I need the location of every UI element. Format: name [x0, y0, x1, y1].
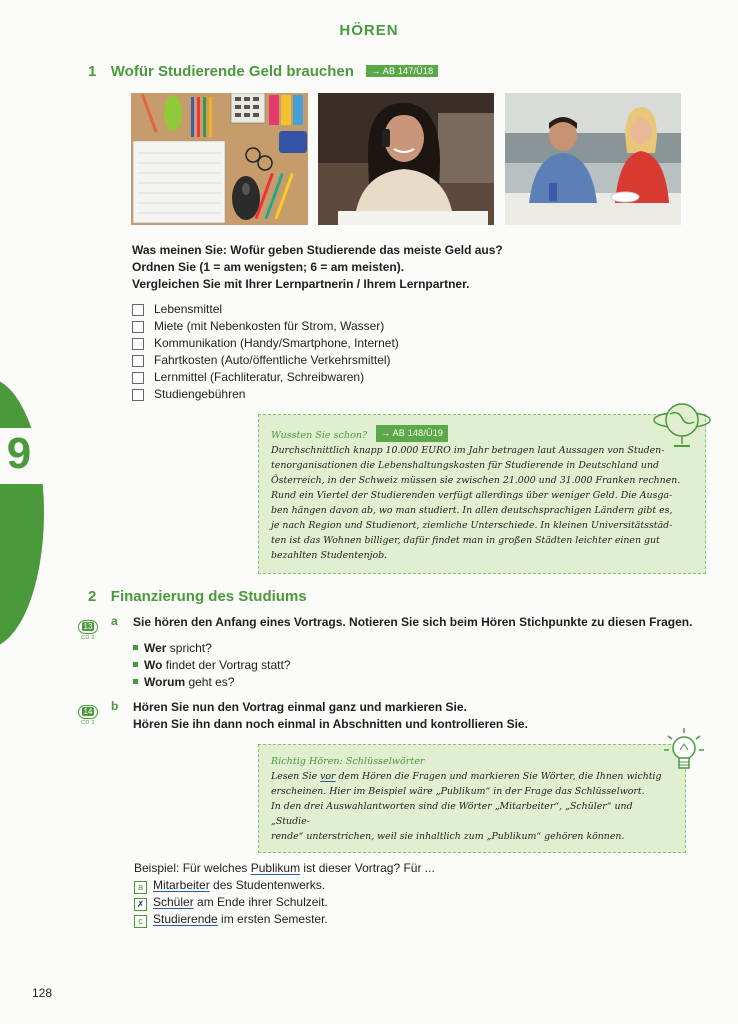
- section1-number: 1: [88, 63, 97, 80]
- bullet-text: findet der Vortrag statt?: [162, 658, 291, 672]
- task-b-instruction: [133, 699, 693, 733]
- option-text: des Studentenwerks.: [209, 878, 326, 892]
- list-item: [132, 335, 399, 352]
- info-box-ref-badge[interactable]: → AB 148/Ü19: [376, 425, 448, 442]
- bullet-keyword: Wo: [144, 658, 163, 672]
- question-line: Ordnen Sie (1 = am wenigsten; 6 = am meisten).: [132, 260, 405, 274]
- question-line: Was meinen Sie: Wofür geben Studierende das meiste Geld aus?: [132, 243, 503, 257]
- section1-heading: [88, 63, 438, 81]
- bullet-keyword: Wer: [144, 641, 167, 655]
- task-line: Hören Sie ihn dann noch einmal in Abschnitten und kontrollieren Sie.: [133, 717, 528, 731]
- info-box-did-you-know: [258, 414, 706, 574]
- expense-checklist: [132, 301, 399, 403]
- info-underlined-word: vor: [320, 771, 336, 782]
- cd-track-number: 13: [83, 622, 93, 631]
- list-item-label: Studiengebühren: [154, 387, 246, 401]
- task-a-instruction: Sie hören den Anfang eines Vortrags. Notieren Sie sich beim Hören Stichpunkte zu diesen Fragen.: [133, 615, 693, 629]
- answer-option-a[interactable]: [134, 877, 654, 894]
- checkbox[interactable]: [132, 372, 144, 384]
- section1-ref-badge[interactable]: → AB 147/Ü18: [366, 65, 438, 77]
- checkbox[interactable]: [132, 304, 144, 316]
- info-line: bezahlten Studentenjob.: [271, 550, 388, 561]
- option-keyword: Schüler: [153, 895, 194, 909]
- list-item-label: Lernmittel (Fachliteratur, Schreibwaren): [154, 370, 365, 384]
- page-number: 128: [32, 986, 53, 1000]
- list-item: [133, 657, 291, 674]
- chapter-tab: [0, 378, 44, 648]
- bullet-keyword: Worum: [144, 675, 186, 689]
- example-question: [134, 860, 654, 877]
- chapter-number: 9: [6, 429, 32, 478]
- option-box[interactable]: c: [134, 915, 147, 928]
- lightbulb-icon: [660, 724, 710, 780]
- list-item: [133, 640, 291, 657]
- desk-supplies-illustration: [131, 93, 308, 225]
- list-item-label: Lebensmittel: [154, 302, 223, 316]
- list-item: [132, 301, 399, 318]
- photo-cafeteria: [505, 93, 681, 225]
- photo-student-phone: [318, 93, 494, 225]
- cd-label: CD 2: [81, 635, 95, 641]
- section1-question: [132, 242, 652, 293]
- list-item: [132, 386, 399, 403]
- info-line: Rund ein Viertel der Studierenden verfügt allerdings über weniger Geld. Die Ausga-: [271, 490, 673, 501]
- student-phone-illustration: [318, 93, 494, 225]
- info-line: je nach Region und Studienort, ziemliche Unterschiede. In kleinen Universitätsstäd-: [271, 520, 673, 531]
- info-line: ten ist das Wohnen billiger, dafür findet man in großen Städten leichter einen gut: [271, 535, 660, 546]
- section1-title: Wofür Studierende Geld brauchen: [110, 63, 354, 80]
- checkbox[interactable]: [132, 338, 144, 350]
- example-block: [134, 860, 654, 928]
- bullet-text: spricht?: [166, 641, 212, 655]
- section2-title: Finanzierung des Studiums: [110, 588, 307, 605]
- section2-number: 2: [88, 588, 97, 605]
- cd-track-number: 14: [83, 707, 93, 716]
- example-text: Beispiel: Für welches: [134, 861, 251, 875]
- list-item-label: Kommunikation (Handy/Smartphone, Internet): [154, 336, 399, 350]
- list-item-label: Miete (mit Nebenkosten für Strom, Wasser): [154, 319, 385, 333]
- list-item: [132, 369, 399, 386]
- task-letter-a: a: [111, 614, 118, 628]
- info-line: rende“ unterstrichen, weil sie inhaltlich zum „Publikum“ gehören können.: [271, 831, 625, 842]
- cd-label: CD 2: [81, 720, 95, 726]
- example-text: ist dieser Vortrag? Für ...: [300, 861, 435, 875]
- cd-track-13[interactable]: [76, 616, 100, 641]
- info-box-title: Wussten Sie schon?: [271, 430, 368, 441]
- option-text: im ersten Semester.: [217, 912, 328, 926]
- option-text: am Ende ihrer Schulzeit.: [193, 895, 328, 909]
- info-line: ben hängen davon ab, wo man studiert. In allen deutschsprachigen Ländern gibt es,: [271, 505, 673, 516]
- cafeteria-illustration: [505, 93, 681, 225]
- list-item-label: Fahrtkosten (Auto/öffentliche Verkehrsmittel): [154, 353, 391, 367]
- option-keyword: Mitarbeiter: [153, 878, 210, 892]
- info-line: Durchschnittlich knapp 10.000 EURO im Jahr betragen laut Aussagen von Studen-: [271, 445, 665, 456]
- option-box[interactable]: a: [134, 881, 147, 894]
- photo-desk-supplies: [131, 93, 308, 225]
- info-line: tenorganisationen die Lebenshaltungskosten für Studierende in Deutschland und: [271, 460, 659, 471]
- list-item: [132, 352, 399, 369]
- task-a-bullets: [133, 640, 291, 691]
- list-item: [133, 674, 291, 691]
- bullet-text: geht es?: [185, 675, 235, 689]
- info-text: dem Hören die Fragen und markieren Sie Wörter, die Ihnen wichtig: [335, 771, 662, 782]
- answer-option-b[interactable]: [134, 894, 654, 911]
- info-box-title: Richtig Hören: Schlüsselwörter: [271, 756, 425, 767]
- checkbox[interactable]: [132, 321, 144, 333]
- info-line: [271, 769, 673, 784]
- info-line: Österreich, in der Schweiz müssen sie zwischen 21.000 und 31.000 Franken rechnen.: [271, 475, 681, 486]
- question-line: Vergleichen Sie mit Ihrer Lernpartnerin / Ihrem Lernpartner.: [132, 277, 470, 291]
- globe-icon: [648, 398, 712, 454]
- example-keyword: Publikum: [250, 861, 301, 875]
- checkbox[interactable]: [132, 355, 144, 367]
- task-letter-b: b: [111, 699, 119, 713]
- task-line: Hören Sie nun den Vortrag einmal ganz und markieren Sie.: [133, 700, 467, 714]
- section2-heading: [88, 588, 307, 606]
- option-keyword: Studierende: [153, 912, 218, 926]
- checkbox[interactable]: [132, 389, 144, 401]
- option-box-checked[interactable]: ✗: [134, 898, 147, 911]
- page-header: HÖREN: [339, 22, 399, 39]
- info-line: In den drei Auswahlantworten sind die Wörter „Mitarbeiter“, „Schüler“ und „Studie-: [271, 801, 633, 827]
- info-box-key-words: [258, 744, 686, 853]
- list-item: [132, 318, 399, 335]
- info-text: Lesen Sie: [271, 771, 321, 782]
- cd-track-14[interactable]: [76, 701, 100, 726]
- info-line: erscheinen. Hier im Beispiel wäre „Publikum“ in der Frage das Schlüsselwort.: [271, 786, 645, 797]
- answer-option-c[interactable]: [134, 911, 654, 928]
